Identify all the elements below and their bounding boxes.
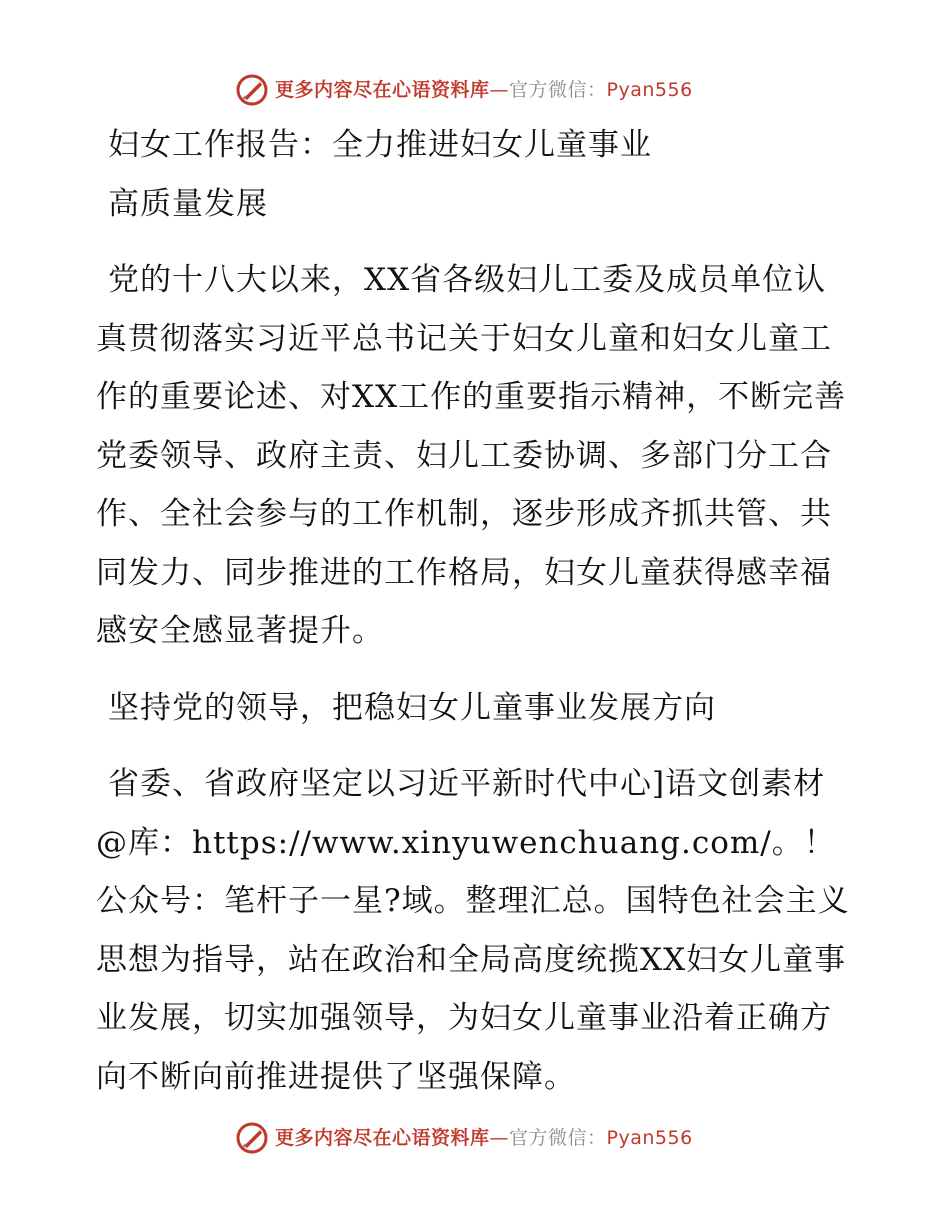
watermark-header [235, 72, 755, 108]
document-title-line-1: 妇女工作报告：全力推进妇女儿童事业 [108, 127, 652, 163]
quill-logo-icon [235, 73, 269, 107]
watermark-wechat-id: Pyan556 [606, 79, 693, 101]
watermark-site-name: 更多内容尽在心语资料库 [275, 79, 490, 101]
watermark-dash: — [489, 1127, 510, 1149]
document-body [96, 116, 856, 1106]
watermark-site-name: 更多内容尽在心语资料库 [275, 1127, 490, 1149]
section-heading: 坚持党的领导，把稳妇女儿童事业发展方向 [108, 689, 716, 726]
watermark-wechat-id: Pyan556 [606, 1127, 693, 1149]
watermark-text [275, 1120, 693, 1156]
document-title-line-2: 高质量发展 [108, 185, 268, 222]
paragraph-1: 党的十八大以来，XX省各级妇儿工委及成员单位认真贯彻落实习近平总书记关于妇女儿童和妇女儿童工作的重要论述、对XX工作的重要指示精神，不断完善党委领导、政府主责、妇儿工委协调、多部门分工合作、全社会参与的工作机制，逐步形成齐抓共管、共同发力、同步推进的工作格局，妇女儿童获得感幸福感安全感显著提升。 [96, 262, 847, 649]
watermark-wechat-label: 官方微信： [509, 1127, 607, 1149]
watermark-dash: — [489, 79, 510, 101]
quill-logo-icon [235, 1121, 269, 1155]
paragraph-2: 省委、省政府坚定以习近平新时代中心]语文创素材@库：https://www.xinyuwenchuang.com/。！公众号：笔杆子一星?域。整理汇总。国特色社会主义思想为指导，站在政治和全局高度统揽XX妇女儿童事业发展，切实加强领导，为妇女儿童事业沿着正确方向不断向前推进提供了坚强保障。 [96, 766, 850, 1095]
watermark-text [275, 72, 693, 108]
watermark-footer [235, 1120, 755, 1156]
watermark-wechat-label: 官方微信： [509, 79, 607, 101]
